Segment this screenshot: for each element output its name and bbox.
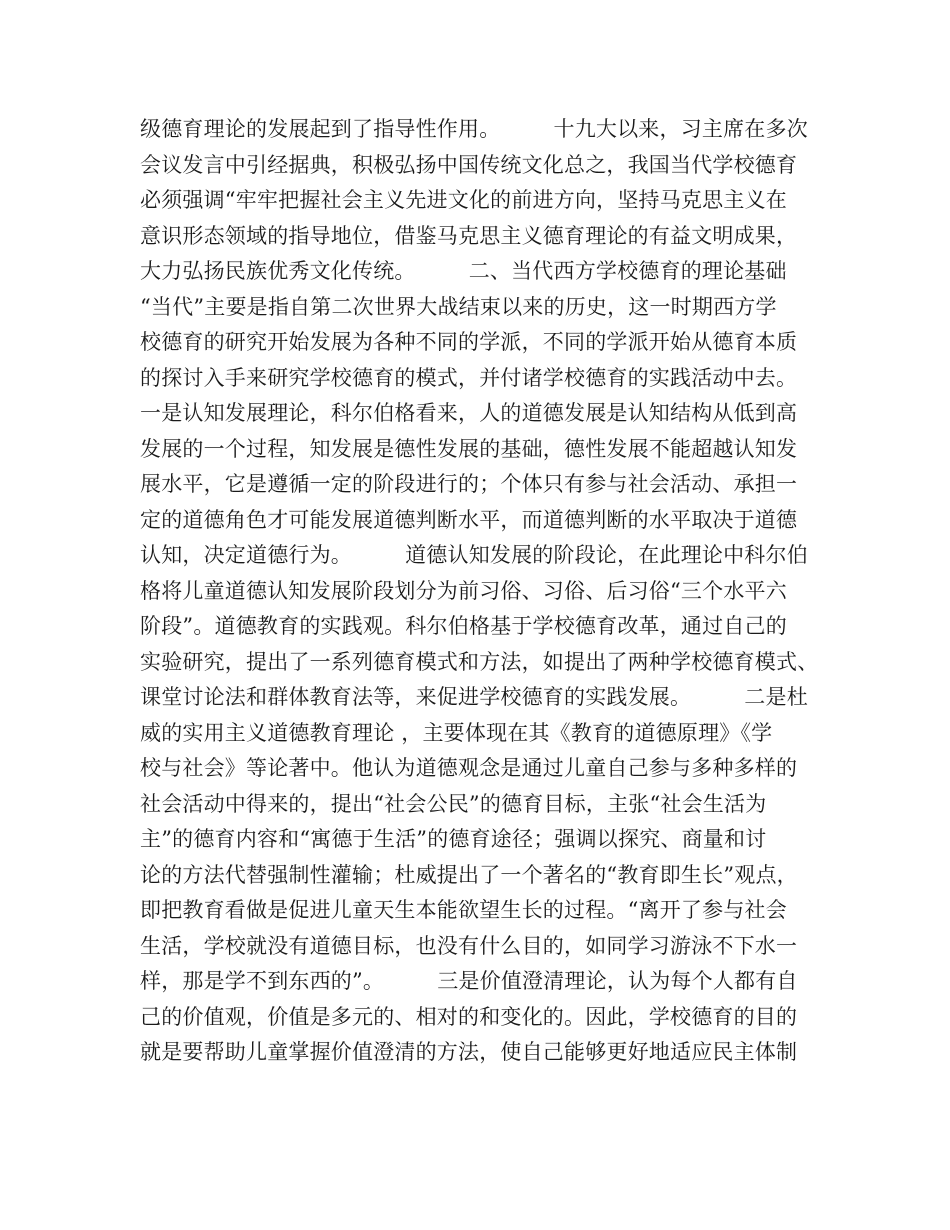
- text-line: 发展的一个过程，知发展是德性发展的基础，德性发展不能超越认知发: [140, 436, 798, 461]
- text-line: 意识形态领域的指导地位，借鉴马克思主义德育理论的有益文明成果，: [140, 223, 798, 248]
- text-line: 生活，学校就没有道德目标，也没有什么目的，如同学习游泳不下水一: [140, 933, 798, 958]
- text-line: 主”的德育内容和“寓德于生活”的德育途径；强调以探究、商量和讨: [140, 827, 767, 851]
- text-line: “当代”主要是指自第二次世界大战结束以来的历史，这一时期西方学: [140, 294, 777, 319]
- text-line: 校与社会》等论著中。他认为道德观念是通过儿童自己参与多种多样的: [140, 756, 798, 780]
- text-line: 的探讨入手来研究学校德育的模式，并付诸学校德育的实践活动中去。: [140, 365, 798, 390]
- text-line: 必须强调“牢牢把握社会主义先进文化的前进方向，坚持马克思主义在: [140, 188, 787, 212]
- text-line: 实验研究，提出了一系列德育模式和方法，如提出了两种学校德育模式、: [140, 649, 819, 674]
- text-line: 认知，决定道德行为。 道德认知发展的阶段论，在此理论中科尔伯: [140, 543, 808, 567]
- text-line: 课堂讨论法和群体教育法等，来促进学校德育的实践发展。 二是杜: [140, 685, 808, 709]
- text-line: 威的实用主义道德教育理论 ，主要体现在其《教育的道德原理》《学: [140, 720, 773, 745]
- text-line: 级德育理论的发展起到了指导性作用。 十九大以来，习主席在多次: [140, 117, 808, 141]
- text-line: 大力弘扬民族优秀文化传统。 二、当代西方学校德育的理论基础: [140, 259, 787, 283]
- text-line: 阶段”。道德教育的实践观。科尔伯格基于学校德育改革，通过自己的: [140, 614, 787, 638]
- text-line: 论的方法代替强制性灌输；杜威提出了一个著名的“教育即生长”观点，: [140, 862, 798, 887]
- text-line: 社会活动中得来的，提出“社会公民”的德育目标，主张“社会生活为: [140, 791, 767, 816]
- text-line: 己的价值观，价值是多元的、相对的和变化的。因此，学校德育的目的: [140, 1004, 798, 1029]
- text-line: 一是认知发展理论，科尔伯格看来，人的道德发展是认知结构从低到高: [140, 401, 798, 425]
- text-line: 会议发言中引经据典，积极弘扬中国传统文化总之，我国当代学校德育: [140, 152, 798, 177]
- text-line: 校德育的研究开始发展为各种不同的学派，不同的学派开始从德育本质: [140, 330, 798, 354]
- text-line: 格将儿童道德认知发展阶段划分为前习俗、习俗、后习俗“三个水平六: [140, 578, 787, 603]
- text-line: 即把教育看做是促进儿童天生本能欲望生长的过程。“离开了参与社会: [140, 898, 787, 922]
- body-text: [140, 112, 840, 1071]
- text-line: 定的道德角色才可能发展道德判断水平，而道德判断的水平取决于道德: [140, 507, 798, 532]
- text-line: 样，那是学不到东西的”。 三是价值澄清理论，认为每个人都有自: [140, 969, 798, 993]
- text-line: 就是要帮助儿童掌握价值澄清的方法，使自己能够更好地适应民主体制: [140, 1040, 798, 1064]
- text-line: 展水平，它是遵循一定的阶段进行的；个体只有参与社会活动、承担一: [140, 472, 798, 496]
